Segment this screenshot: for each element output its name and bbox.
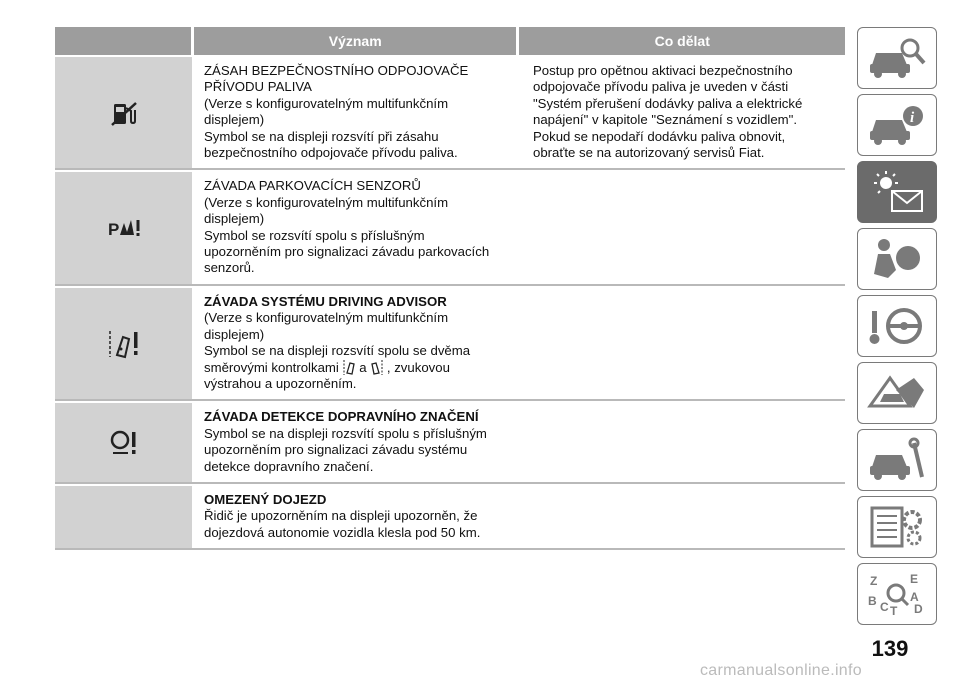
header-icon-column	[55, 27, 191, 55]
text-line: displejem)	[204, 326, 265, 342]
row-title: ZÁVADA SYSTÉMU DRIVING ADVISOR	[204, 293, 447, 309]
row-meaning	[192, 484, 517, 548]
text-line: (Verze s konfigurovatelným multifunkčním	[204, 194, 449, 210]
text-line: senzorů.	[204, 260, 255, 276]
tab-index[interactable]	[857, 563, 937, 625]
tab-safety[interactable]	[857, 228, 937, 290]
text-line: (Verze s konfigurovatelným multifunkčním	[204, 95, 449, 111]
svg-text:B: B	[868, 594, 877, 608]
tab-emergency[interactable]	[857, 362, 937, 424]
svg-text:T: T	[890, 604, 898, 617]
table-row	[55, 484, 845, 550]
text-line: Symbol se rozsvítí spolu s příslušným	[204, 227, 425, 243]
text-line: Postup pro opětnou aktivaci bezpečnostního	[533, 63, 793, 78]
text-line: displejem)	[204, 112, 265, 128]
header-action: Co dělat	[516, 27, 845, 55]
car-crash-icon	[866, 370, 928, 416]
svg-text:i: i	[910, 110, 915, 126]
warning-lights-table	[55, 27, 845, 550]
table-row	[55, 401, 845, 484]
row-icon-cell	[55, 286, 192, 399]
table-row	[55, 55, 845, 170]
text-line: obraťte se na autorizovaný servisů Fiat.	[533, 145, 765, 161]
row-title: OMEZENÝ DOJEZD	[204, 491, 327, 507]
car-service-icon	[866, 437, 928, 483]
text-line: Symbol se na displeji rozsvítí spolu se dvěma	[204, 343, 471, 359]
tab-starting-driving[interactable]	[857, 295, 937, 357]
text-line: PŘÍVODU PALIVA	[204, 79, 312, 95]
lane-right-icon	[370, 360, 383, 375]
lane-left-icon	[343, 360, 356, 375]
technical-data-icon	[866, 504, 928, 550]
row-meaning	[192, 170, 517, 283]
text-line: upozorněním pro signalizaci závadu parkovacích	[204, 244, 490, 260]
text-line: ZÁSAH BEZPEČNOSTNÍHO ODPOJOVAČE	[204, 63, 469, 78]
text-line: výstrahou a upozorněním.	[204, 375, 357, 391]
text-line: (Verze s konfigurovatelným multifunkčním	[204, 310, 449, 326]
chapter-sidebar	[857, 27, 937, 630]
car-info-icon	[866, 102, 928, 148]
row-action-empty	[517, 170, 845, 283]
row-icon-cell	[55, 401, 192, 482]
svg-text:A: A	[910, 590, 919, 604]
svg-text:P: P	[107, 220, 119, 240]
text-line: bezpečnostního odpojovače přívodu paliva.	[204, 145, 458, 161]
text-line: Symbol se na displeji rozsvítí spolu s příslušným	[204, 425, 487, 441]
row-action-empty	[517, 286, 845, 399]
car-search-icon	[866, 35, 928, 81]
text-line: napájení" v kapitole "Seznámení s vozidlem".	[533, 112, 798, 128]
text-fragment: , zvukovou	[386, 359, 450, 375]
tab-technical-data[interactable]	[857, 496, 937, 558]
fuel-cutoff-warning-icon	[109, 98, 139, 128]
text-line: displejem)	[204, 211, 265, 227]
text-line: odpojovače přívodu paliva je uveden v části	[533, 79, 789, 95]
text-line: Řidič je upozorněním na displeji upozorněn, že	[204, 508, 478, 524]
index-abc-icon	[866, 571, 928, 617]
text-line-with-icons	[204, 360, 517, 376]
table-header	[55, 27, 845, 55]
row-action	[517, 55, 845, 168]
header-meaning: Význam	[191, 27, 517, 55]
row-icon-cell	[55, 170, 192, 283]
tab-maintenance[interactable]	[857, 429, 937, 491]
tab-car-info[interactable]	[857, 94, 937, 156]
text-line: ZÁVADA PARKOVACÍCH SENZORŮ	[204, 178, 421, 194]
warning-lights-icon	[866, 169, 928, 215]
row-meaning	[192, 286, 517, 399]
svg-text:C: C	[880, 600, 889, 614]
svg-text:E: E	[910, 572, 919, 586]
row-action-empty	[517, 401, 845, 482]
row-meaning	[192, 55, 517, 168]
lane-detection-failure-icon	[109, 429, 139, 457]
table-row	[55, 286, 845, 401]
svg-text:D: D	[914, 602, 923, 616]
row-meaning	[192, 401, 517, 482]
text-fragment: směrovými kontrolkami	[204, 359, 339, 375]
text-line: Pokud se nepodaří dodávku paliva obnovit,	[533, 128, 786, 144]
text-line: Symbol se na displeji rozsvítí při zásahu	[204, 128, 439, 144]
driving-advisor-failure-icon	[107, 327, 141, 361]
airbag-person-icon	[866, 236, 928, 282]
text-fragment: a	[359, 359, 367, 375]
row-icon-cell-empty	[55, 484, 192, 548]
steering-wheel-icon	[866, 303, 928, 349]
tab-car-search[interactable]	[857, 27, 937, 89]
text-line: detekce dopravního značení.	[204, 458, 374, 474]
row-title: ZÁVADA DETEKCE DOPRAVNÍHO ZNAČENÍ	[204, 409, 479, 425]
svg-text:Z: Z	[870, 574, 878, 588]
page-number: 139	[871, 636, 909, 661]
watermark: carmanualsonline.info	[700, 662, 862, 679]
row-icon-cell	[55, 55, 192, 168]
parking-sensor-failure-icon	[107, 215, 141, 241]
text-line: "Systém přerušení dodávky paliva a elektrické	[533, 95, 803, 111]
tab-warning-lights[interactable]	[857, 161, 937, 223]
text-line: upozorněním pro signalizaci závadu systému	[204, 442, 468, 458]
table-row	[55, 170, 845, 285]
text-line: dojezdová autonomie vozidla klesla pod 50 km.	[204, 524, 481, 540]
row-action-empty	[517, 484, 845, 548]
